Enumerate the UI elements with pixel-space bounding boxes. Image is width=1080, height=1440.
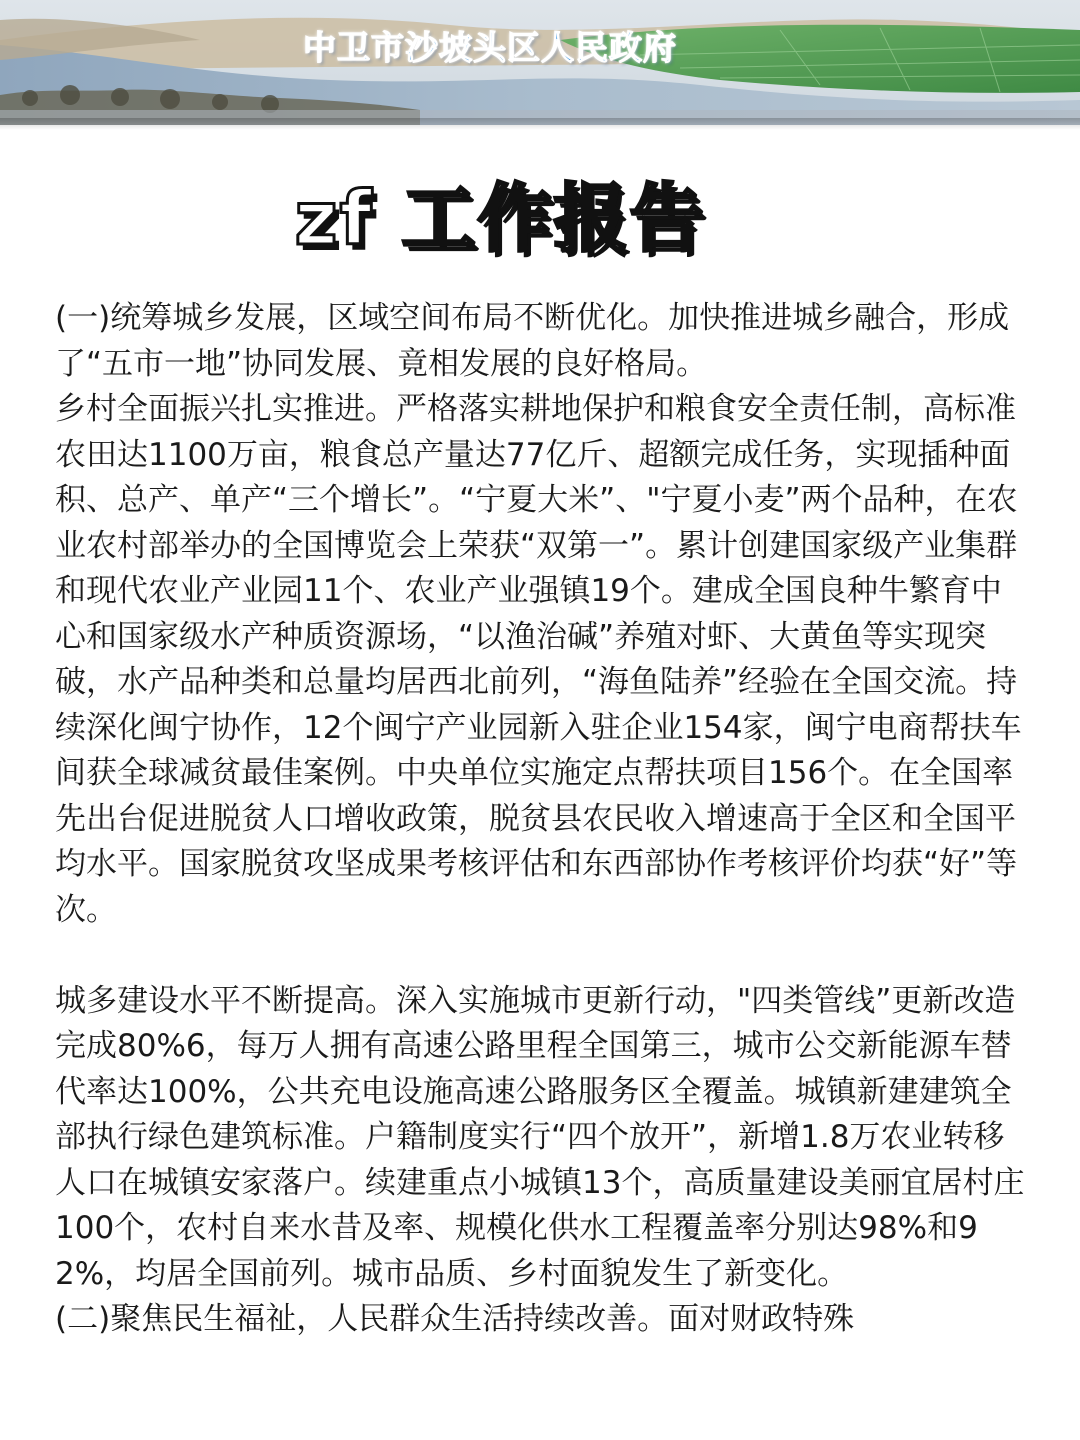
document-body <box>55 296 1025 1343</box>
banner-divider-shadow <box>0 118 1080 130</box>
header-banner <box>0 0 1080 125</box>
paragraph-section-2-intro: (二)聚焦民生福祉，人民群众生活持续改善。面对财政特殊 <box>55 1301 855 1337</box>
paragraph-rural-revitalization: 乡村全面振兴扎实推进。严格落实耕地保护和粮食安全责任制，高标准农田达1100万亩，粮食总产量达77亿斤、超额完成任务，实现插种面积、总产、单产“三个增长”。“宁夏大米”、"宁夏小麦”两个品种，在农业农村部举办的全国博览会上荣获“双第一”。累计创建国家级产业集群和现代农业产业园11个、农业产业强镇19个。建成全国良种牛繁育中心和国家级水产种质资源场，“以渔治碱”养殖对虾、大黄鱼等实现突破，水产品种类和总量均居西北前列，“海鱼陆养”经验在全国交流。持续深化闽宁协作，12个闽宁产业园新入驻企业154家，闽宁电商帮扶车间获全球减贫最佳案例。中央单位实施定点帮扶项目156个。在全国率先出台促进脱贫人口增收政策，脱贫县农民收入增速高于全区和全国平均水平。国家脱贫攻坚成果考核评估和东西部协作考核评价均获“好”等次。 <box>55 391 1022 928</box>
paragraph-section-1-intro: (一)统筹城乡发展，区域空间布局不断优化。加快推进城乡融合，形成了“五市一地”协同发展、竟相发展的良好格局。 <box>55 300 1010 382</box>
paragraph-urban-construction: 城多建设水平不断提高。深入实施城市更新行动，"四类管线”更新改造完成80%6，每万人拥有高速公路里程全国第三，城市公交新能源车替代率达100%，公共充电设施高速公路服务区全覆盖。城镇新建建筑全部执行绿色建筑标准。户籍制度实行“四个放开”，新增1.8万农业转移人口在城镇安家落户。续建重点小城镇13个，高质量建设美丽宜居村庄100个，农村自来水昔及率、规模化供水工程覆盖率分别达98%和92%，均居全国前列。城市品质、乡村面貌发生了新变化。 <box>55 982 1025 1292</box>
paragraph-spacer <box>55 933 1025 979</box>
document-title: zf 工作报告 <box>294 176 706 262</box>
banner-title: 中卫市沙坡头区人民政府 <box>303 28 677 67</box>
